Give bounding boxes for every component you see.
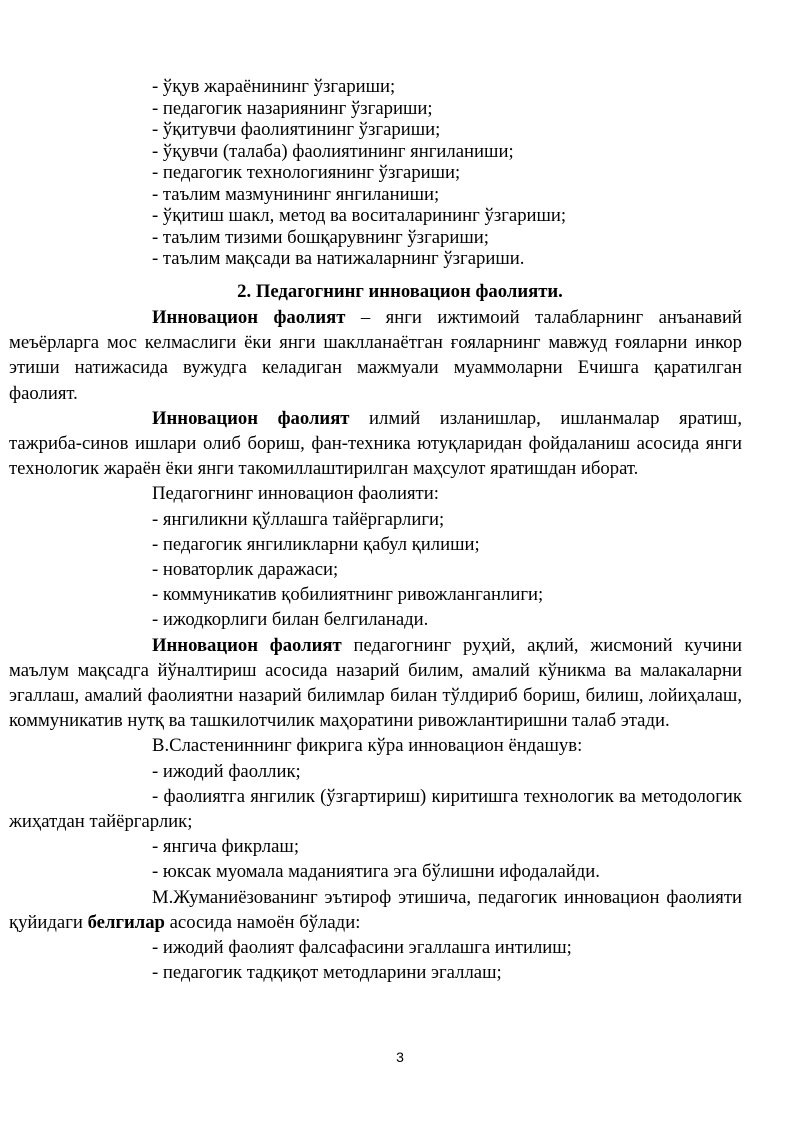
paragraph-innovation-activity bbox=[9, 406, 742, 482]
page-number: 3 bbox=[396, 1049, 404, 1065]
list-item: - ўқувчи (талаба) фаолиятининг янгиланиши; bbox=[152, 140, 514, 162]
paragraph-intro: Педагогнинг инновацион фаолияти: bbox=[152, 483, 439, 505]
paragraph-innovation-requirements bbox=[9, 633, 742, 734]
paragraph-text: педагогнинг руҳий, ақлий, жисмоний кучини маълум мақсадга йўналтириш асосида назарий билим, амалий кўникма ва малакаларни эгаллаш, амалий фаолиятни назарий билимлар билан тўлдириб бориш, билиш, лойиҳалаш, коммуникатив нутқ ва ташкилотчилик маҳоратини ривожлантиришни талаб этади. bbox=[9, 634, 742, 732]
list-item: - таълим мақсади ва натижаларнинг ўзгариши. bbox=[152, 248, 525, 269]
paragraph-signs-intro bbox=[9, 885, 742, 935]
list-item: - таълим мазмунининг янгиланиши; bbox=[152, 183, 440, 205]
paragraph-innovation-definition bbox=[9, 305, 742, 406]
list-item: - коммуникатив қобилиятнинг ривожланганлиги; bbox=[152, 584, 544, 606]
list-item: - янгиликни қўллашга тайёргарлиги; bbox=[152, 508, 445, 530]
document-body bbox=[9, 305, 742, 985]
list-item: - ўқитиш шакл, метод ва воситаларининг ўзгариши; bbox=[152, 205, 567, 226]
paragraph-intro: В.Сластениннинг фикрига кўра инновацион ёндашув: bbox=[152, 735, 583, 757]
list-item: - янгича фикрлаш; bbox=[152, 836, 300, 858]
list-item: - таълим тизими бошқарувнинг ўзгариши; bbox=[152, 226, 489, 248]
list-item: - педагогик назариянинг ўзгариши; bbox=[152, 97, 433, 119]
paragraph-text: асосида намоён бўлади: bbox=[164, 911, 361, 933]
innovation-change-list bbox=[152, 76, 752, 270]
list-item: - педагогик технологиянинг ўзгариши; bbox=[152, 162, 461, 183]
list-item-wrapped bbox=[9, 784, 742, 834]
paragraph-text: М.Жуманиёзованинг эътироф этишича, педагогик инновацион фаолияти қуйидаги bbox=[9, 886, 742, 933]
list-item: - ўқитувчи фаолиятининг ўзгариши; bbox=[152, 119, 441, 140]
paragraph-text: – янги ижтимоий талабларнинг анъанавий меъёрларга мос келмаслиги ёки янги шаклланаётган ғояларнинг мавжуд ғояларни инкор этиши натижасида вужудга келадиган мажмуали муаммоларни Ечишга қаратилган фаолият. bbox=[9, 307, 742, 404]
bold-term: белгилар bbox=[87, 911, 165, 933]
list-item: - ўқув жараёнининг ўзгариши; bbox=[152, 76, 396, 97]
list-item-text: - фаолиятга янгилик (ўзгартириш) киритишга технологик ва методологик жиҳатдан тайёргарлик; bbox=[9, 785, 742, 833]
section-heading: 2. Педагогнинг инновацион фаолияти. bbox=[237, 281, 563, 302]
list-item: - педагогик тадқиқот методларини эгаллаш; bbox=[152, 962, 502, 984]
list-item: - педагогик янгиликларни қабул қилиши; bbox=[152, 533, 480, 555]
bold-term: Инновацион фаолият bbox=[152, 407, 350, 429]
list-item: - ижодий фаолият фалсафасини эгаллашга интилиш; bbox=[152, 937, 572, 959]
list-item: - юксак муомала маданиятига эга бўлишни ифодалайди. bbox=[152, 861, 600, 883]
bold-term: Инновацион фаолият bbox=[152, 634, 342, 656]
list-item: - новаторлик даражаси; bbox=[152, 559, 339, 581]
paragraph-text: илмий изланишлар, ишланмалар яратиш, тажриба-синов ишлари олиб бориш, фан-техника ютуқларидан фойдаланиш асосида янги технологик жараён ёки янги такомиллаштирилган маҳсулот яратишдан иборат. bbox=[9, 407, 742, 480]
bold-term: Инновацион фаолият bbox=[152, 307, 346, 328]
list-item: - ижодкорлиги билан белгиланади. bbox=[152, 609, 429, 631]
list-item: - ижодий фаоллик; bbox=[152, 760, 301, 782]
